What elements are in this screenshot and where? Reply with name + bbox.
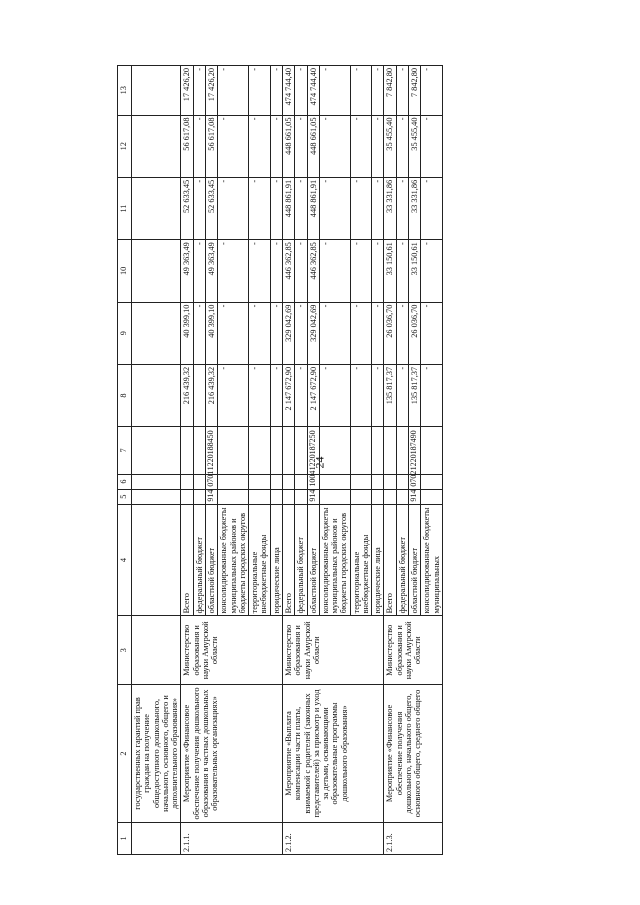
amount-cell: - [421, 302, 443, 364]
grbs-cell [218, 489, 249, 504]
amount-cell: 446 362,85 [282, 240, 294, 302]
amount-cell: 35 455,40 [409, 115, 421, 177]
amount-cell: 40 399,10 [181, 302, 193, 364]
column-header: 5 [118, 489, 132, 504]
amount-cell: 448 861,91 [282, 177, 294, 239]
amount-cell: - [421, 177, 443, 239]
amount-cell: - [372, 66, 384, 116]
amount-cell: - [421, 115, 443, 177]
amount-cell: - [396, 240, 408, 302]
column-header: 1 [118, 822, 132, 854]
grbs-cell [396, 489, 408, 504]
funding-source-cell: юридические лица [270, 504, 282, 616]
grbs-cell [249, 489, 271, 504]
amount-cell: - [319, 240, 350, 302]
amount-cell: - [372, 364, 384, 426]
measure-name-cell: Мероприятие «Выплата компенсации части платы, взимаемой с родителей (законных представителей) за присмотр и уход за детьми, осваивающими образовательные программы дошкольного образования» [282, 685, 384, 823]
rzpr-cell [193, 474, 205, 489]
column-header: 12 [118, 115, 132, 177]
rzpr-cell [249, 474, 271, 489]
amount-cell: 33 331,86 [384, 177, 396, 239]
table-row [181, 66, 193, 855]
column-header: 10 [118, 240, 132, 302]
funding-source-cell: консолидированные бюджеты муниципальных районов и бюджеты городских округов [218, 504, 249, 616]
amount-cell: 49 363,49 [205, 240, 217, 302]
rzpr-cell: 1004 [307, 474, 319, 489]
amount-cell: 52 633,45 [205, 177, 217, 239]
rzpr-cell [282, 474, 294, 489]
amount-cell: - [319, 364, 350, 426]
amount-cell: - [249, 66, 271, 116]
amount-cell: - [421, 66, 443, 116]
amount-cell: 446 362,85 [307, 240, 319, 302]
funding-source-cell: территориальные внебюджетные фонды [350, 504, 372, 616]
funding-source-cell: консолидированные бюджеты муниципальных районов и бюджеты городских округов [319, 504, 350, 616]
funding-source-cell: Всего [384, 504, 396, 616]
csr-cell [350, 427, 372, 474]
amount-cell: - [372, 177, 384, 239]
column-header: 9 [118, 302, 132, 364]
amount-cell: - [396, 302, 408, 364]
rzpr-cell [295, 474, 307, 489]
amount-cell: 448 661,05 [282, 115, 294, 177]
page-number-text: 24 [312, 456, 327, 469]
grbs-cell [181, 489, 193, 504]
amount-cell: - [249, 115, 271, 177]
amount-cell: - [249, 302, 271, 364]
rzpr-cell [384, 474, 396, 489]
amount-cell: - [295, 177, 307, 239]
amount-cell: 35 455,40 [384, 115, 396, 177]
amount-cell: - [372, 302, 384, 364]
amount-cell: - [270, 115, 282, 177]
grbs-cell [350, 489, 372, 504]
intro-row [132, 66, 181, 855]
empty-cell [132, 115, 181, 177]
amount-cell: - [270, 66, 282, 116]
funding-source-cell: областной бюджет [409, 504, 421, 616]
amount-cell: 33 150,61 [384, 240, 396, 302]
amount-cell: - [319, 115, 350, 177]
rzpr-cell [218, 474, 249, 489]
measure-name-cell: Мероприятие «Финансовое обеспечение получения дошкольного образования в частных дошкольных образовательных организациях» [181, 685, 283, 823]
amount-cell: - [270, 177, 282, 239]
grbs-cell [193, 489, 205, 504]
executor-cell: Министерство образования и науки Амурской области [181, 616, 283, 685]
rzpr-cell [421, 474, 443, 489]
grbs-cell [384, 489, 396, 504]
amount-cell: 135 817,37 [409, 364, 421, 426]
empty-cell [132, 474, 181, 489]
amount-cell: - [193, 115, 205, 177]
amount-cell: 52 633,45 [181, 177, 193, 239]
amount-cell: - [319, 177, 350, 239]
amount-cell: - [270, 240, 282, 302]
funding-source-cell: областной бюджет [307, 504, 319, 616]
amount-cell: - [372, 240, 384, 302]
amount-cell: 2 147 672,90 [307, 364, 319, 426]
amount-cell: - [218, 177, 249, 239]
amount-cell: 448 661,05 [307, 115, 319, 177]
column-header: 7 [118, 427, 132, 474]
funding-source-cell: юридические лица [372, 504, 384, 616]
amount-cell: - [218, 302, 249, 364]
amount-cell: - [421, 240, 443, 302]
program-name-cell: государственных гарантий прав граждан на получение общедоступного дошкольного, начального, основного, общего и дополнительного образования» [132, 685, 181, 823]
empty-cell [132, 489, 181, 504]
funding-source-cell: федеральный бюджет [295, 504, 307, 616]
csr-cell: 1220187490 [409, 427, 421, 474]
amount-cell: 17 426,20 [205, 66, 217, 116]
amount-cell: 135 817,37 [384, 364, 396, 426]
amount-cell: 216 439,32 [181, 364, 193, 426]
csr-cell [282, 427, 294, 474]
rotated-table-container [117, 65, 615, 855]
amount-cell: - [295, 115, 307, 177]
funding-source-cell: областной бюджет [205, 504, 217, 616]
csr-cell [270, 427, 282, 474]
table-row [282, 66, 294, 855]
amount-cell: - [372, 115, 384, 177]
amount-cell: - [350, 177, 372, 239]
column-header: 4 [118, 504, 132, 616]
rzpr-cell: 0701 [205, 474, 217, 489]
grbs-cell [270, 489, 282, 504]
amount-cell: - [218, 66, 249, 116]
amount-cell: 33 331,86 [409, 177, 421, 239]
column-header: 11 [118, 177, 132, 239]
amount-cell: 7 842,80 [409, 66, 421, 116]
table-body [132, 66, 443, 855]
amount-cell: - [270, 364, 282, 426]
empty-cell [132, 504, 181, 616]
funding-source-cell: Всего [282, 504, 294, 616]
amount-cell [193, 364, 205, 426]
amount-cell: 56 617,08 [205, 115, 217, 177]
funding-source-cell: Всего [181, 504, 193, 616]
amount-cell: 2 147 672,90 [282, 364, 294, 426]
csr-cell [319, 427, 350, 474]
amount-cell: 329 042,69 [282, 302, 294, 364]
amount-cell: - [396, 364, 408, 426]
amount-cell: - [350, 240, 372, 302]
amount-cell: 448 861,91 [307, 177, 319, 239]
funding-source-cell: федеральный бюджет [193, 504, 205, 616]
amount-cell: - [396, 66, 408, 116]
csr-cell [181, 427, 193, 474]
row-number-cell: 2.1.2. [282, 822, 384, 854]
amount-cell: 40 399,10 [205, 302, 217, 364]
funding-source-cell: федеральный бюджет [396, 504, 408, 616]
row-number-cell: 2.1.3. [384, 822, 442, 854]
amount-cell: 474 744,40 [282, 66, 294, 116]
amount-cell: 26 036,70 [409, 302, 421, 364]
empty-cell [132, 66, 181, 116]
csr-cell: 1220188450 [205, 427, 217, 474]
csr-cell [396, 427, 408, 474]
csr-cell [193, 427, 205, 474]
amount-cell: - [249, 364, 271, 426]
measure-name-cell: Мероприятие «Финансовое обеспечение получения дошкольного, начального общего, основного общего, среднего общего [384, 685, 442, 823]
rzpr-cell [372, 474, 384, 489]
grbs-cell [421, 489, 443, 504]
rzpr-cell [350, 474, 372, 489]
csr-cell [218, 427, 249, 474]
rzpr-cell [181, 474, 193, 489]
header-row [118, 66, 132, 855]
column-header: 13 [118, 66, 132, 116]
amount-cell: - [270, 302, 282, 364]
empty-cell [132, 302, 181, 364]
amount-cell: - [218, 240, 249, 302]
amount-cell: 474 744,40 [307, 66, 319, 116]
rzpr-cell: 0702 [409, 474, 421, 489]
grbs-cell [372, 489, 384, 504]
table-row [384, 66, 396, 855]
rzpr-cell [319, 474, 350, 489]
column-header: 3 [118, 616, 132, 685]
amount-cell: - [295, 240, 307, 302]
amount-cell: 329 042,69 [307, 302, 319, 364]
funding-source-cell: территориальные внебюджетные фонды [249, 504, 271, 616]
amount-cell: - [319, 302, 350, 364]
row-number-cell: 2.1.1. [181, 822, 283, 854]
amount-cell: - [295, 66, 307, 116]
amount-cell: - [193, 66, 205, 116]
amount-cell: - [193, 240, 205, 302]
amount-cell: - [295, 302, 307, 364]
amount-cell: - [218, 115, 249, 177]
empty-cell [132, 364, 181, 426]
column-header: 2 [118, 685, 132, 823]
column-header: 8 [118, 364, 132, 426]
amount-cell: - [396, 177, 408, 239]
amount-cell: - [218, 364, 249, 426]
grbs-cell [295, 489, 307, 504]
amount-cell: - [193, 177, 205, 239]
amount-cell: - [350, 302, 372, 364]
executor-cell: Министерство образования и науки Амурской области [282, 616, 384, 685]
amount-cell: 7 842,80 [384, 66, 396, 116]
amount-cell: - [421, 364, 443, 426]
amount-cell: 49 363,49 [181, 240, 193, 302]
csr-cell [249, 427, 271, 474]
amount-cell: - [249, 177, 271, 239]
amount-cell: 33 150,61 [409, 240, 421, 302]
csr-cell: 1220187250 [307, 427, 319, 474]
amount-cell: - [350, 66, 372, 116]
amount-cell: - [295, 364, 307, 426]
row-number-cell [132, 822, 181, 854]
amount-cell: 17 426,20 [181, 66, 193, 116]
budget-table [117, 65, 443, 855]
grbs-cell: 914 [307, 489, 319, 504]
funding-source-cell: консолидированные бюджеты муниципальных [421, 504, 443, 616]
amount-cell: 216 439,32 [205, 364, 217, 426]
amount-cell: - [350, 364, 372, 426]
rzpr-cell [396, 474, 408, 489]
grbs-cell: 914 [205, 489, 217, 504]
amount-cell: - [396, 115, 408, 177]
csr-cell [384, 427, 396, 474]
empty-cell [132, 616, 181, 685]
empty-cell [132, 427, 181, 474]
grbs-cell [319, 489, 350, 504]
grbs-cell [282, 489, 294, 504]
amount-cell: - [193, 302, 205, 364]
amount-cell: 56 617,08 [181, 115, 193, 177]
empty-cell [132, 240, 181, 302]
csr-cell [295, 427, 307, 474]
amount-cell: - [319, 66, 350, 116]
column-header: 6 [118, 474, 132, 489]
amount-cell: - [350, 115, 372, 177]
grbs-cell: 914 [409, 489, 421, 504]
amount-cell: 26 036,70 [384, 302, 396, 364]
empty-cell [132, 177, 181, 239]
amount-cell: - [249, 240, 271, 302]
csr-cell [421, 427, 443, 474]
rzpr-cell [270, 474, 282, 489]
executor-cell: Министерство образования и науки Амурской области [384, 616, 442, 685]
csr-cell [372, 427, 384, 474]
